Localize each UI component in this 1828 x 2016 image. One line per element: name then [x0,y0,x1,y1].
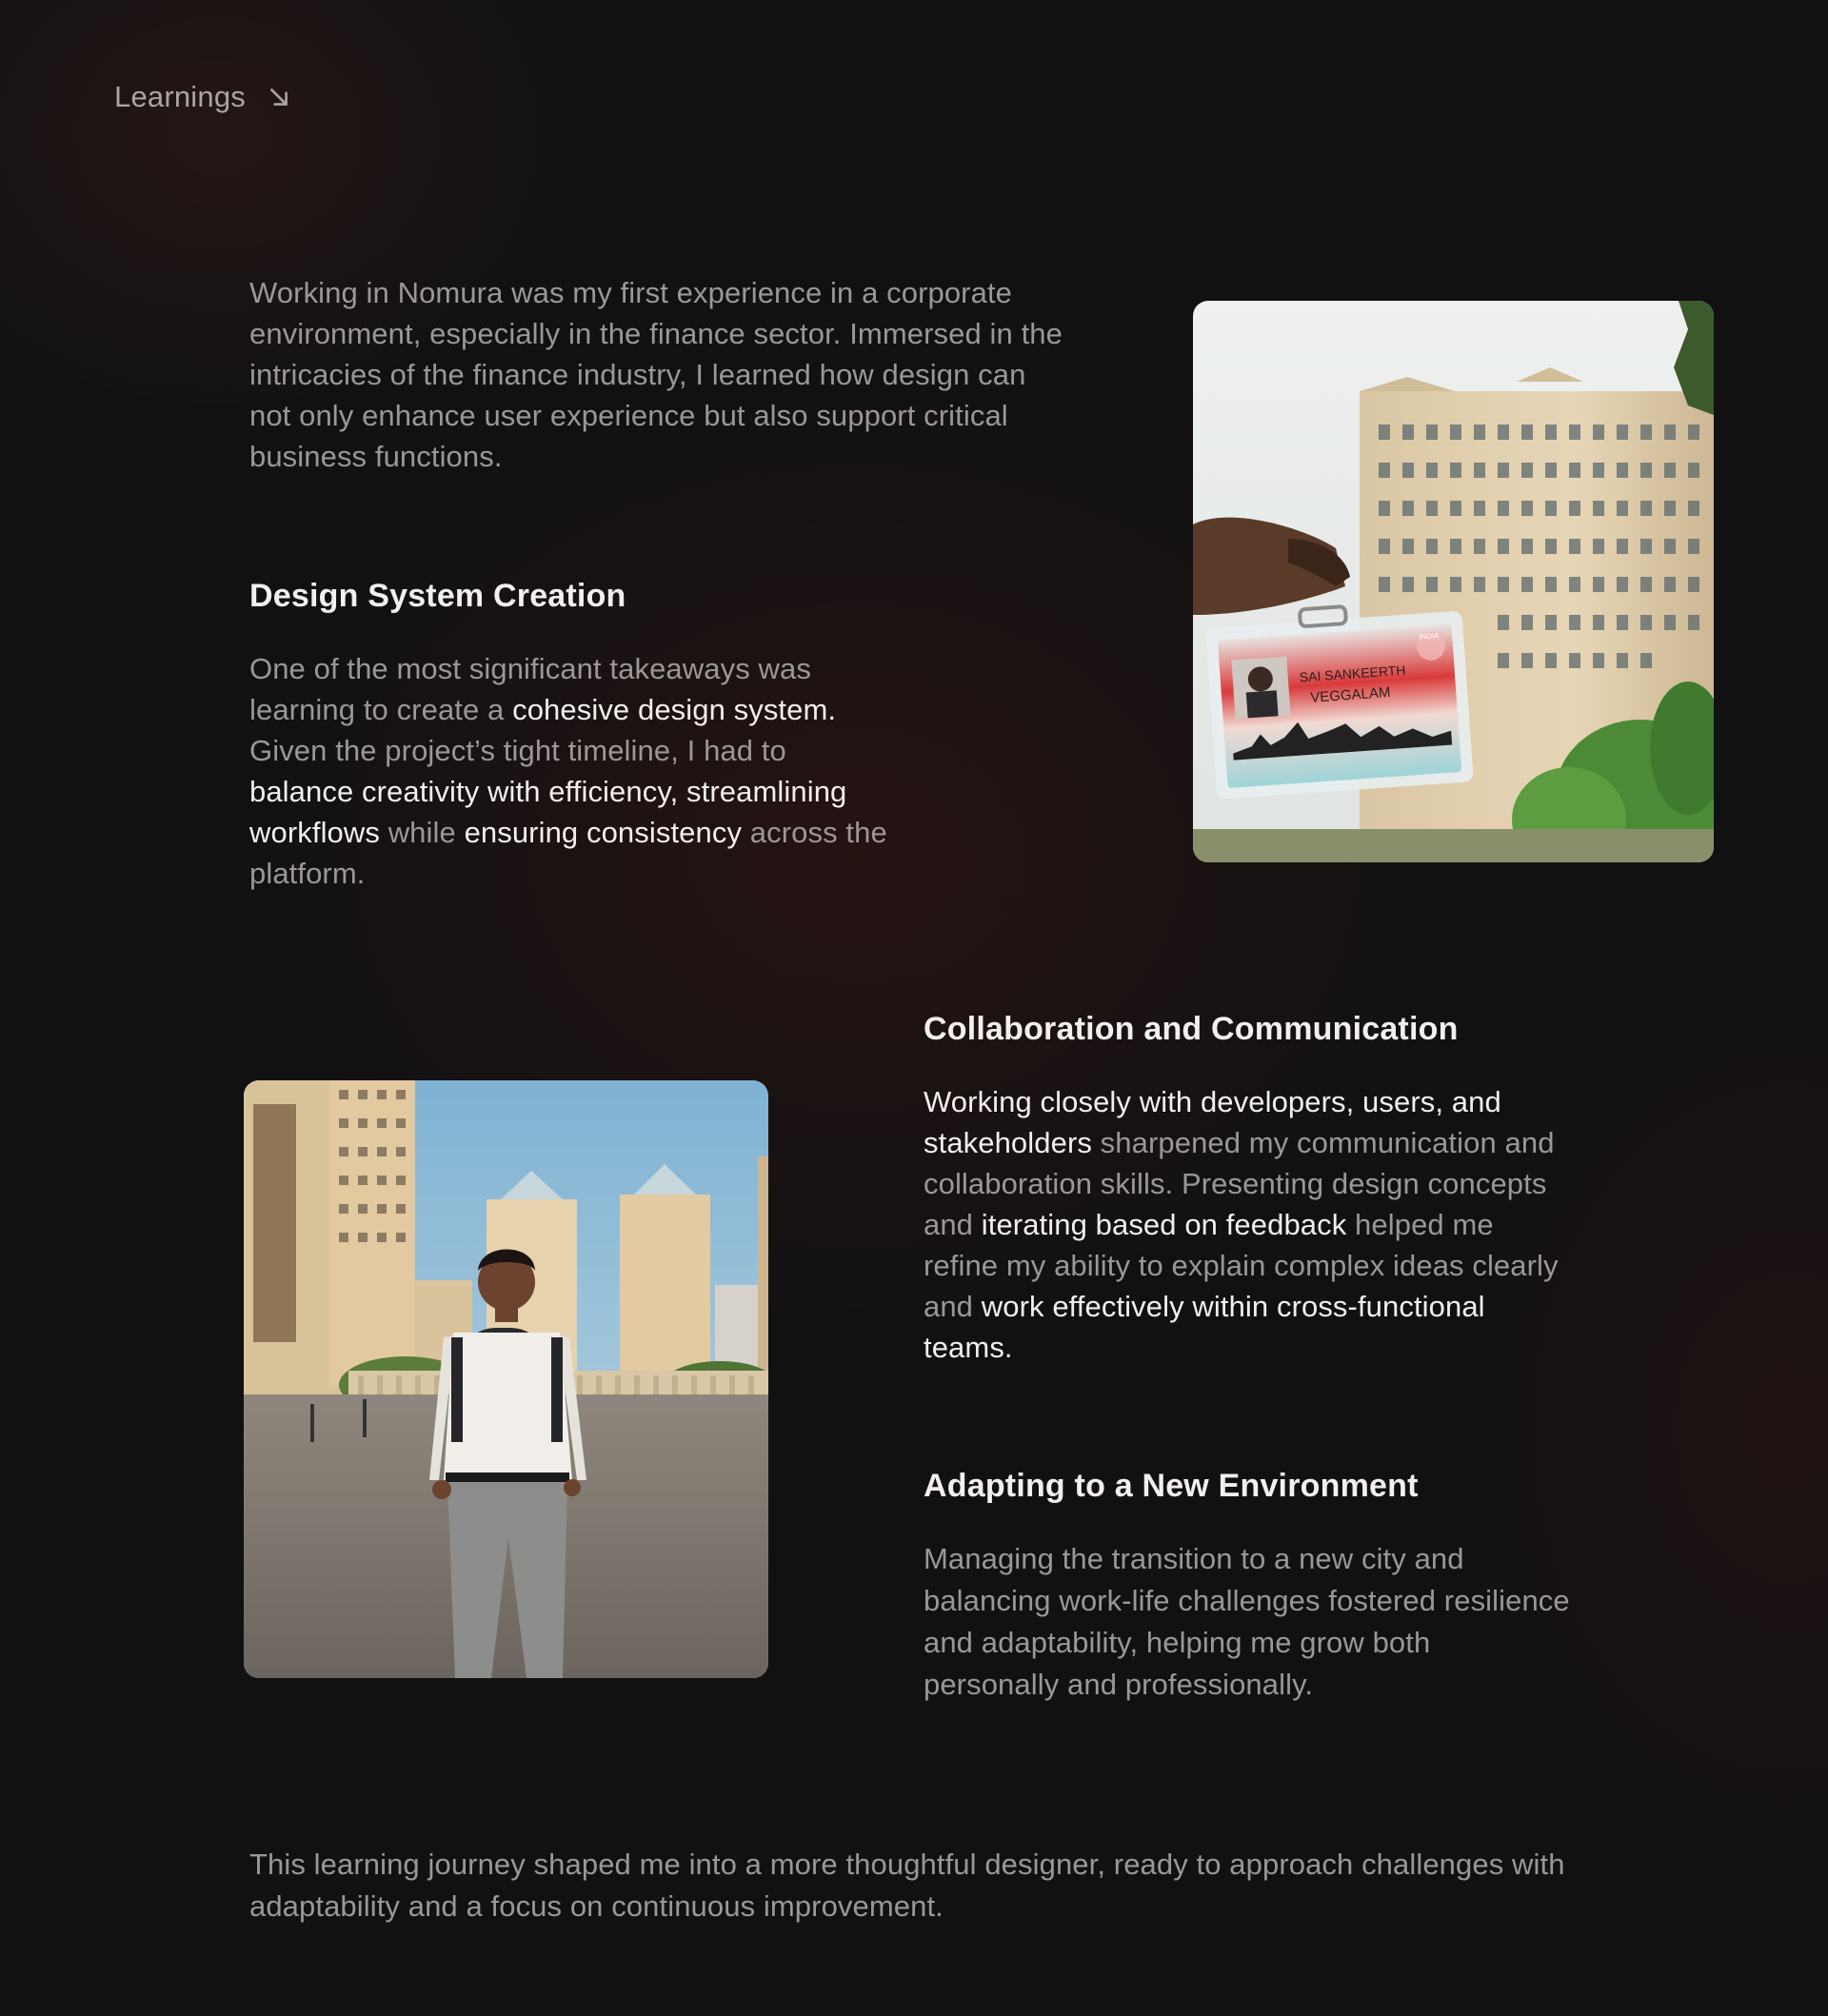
collaboration-heading: Collaboration and Communication [924,1011,1459,1047]
section-label [114,80,291,114]
collaboration-paragraph [924,1081,1571,1368]
body-text: helped me refine my ability to explain complex ideas clearly and [924,1208,1559,1323]
closing-paragraph: This learning journey shaped me into a more thoughtful designer, ready to approach challenges with adaptability and a focus on continuous improvement. [249,1848,1565,1923]
card-name-line1: SAI SANKEERTH [1299,662,1406,685]
body-text: sharpened my communication and collaboration skills. Presenting design concepts and [924,1126,1555,1241]
emphasized-text: ensuring consistency [464,816,743,849]
body-text: One of the most significant takeaways was learning to create a [249,652,811,726]
emphasized-text: cohesive design system. [512,693,837,726]
arrow-down-right-icon [267,85,291,109]
adapting-heading: Adapting to a New Environment [924,1468,1419,1504]
intro-paragraph: Working in Nomura was my first experience in a corporate environment, especially in the finance sector. Immersed in the intricacies of the finance industry, I learned how design can not only enhance user experience but also support critical business functions. [249,276,1063,473]
emphasized-text: balance creativity with efficiency, streamlining workflows [249,775,847,849]
design-system-heading: Design System Creation [249,578,626,614]
adapting-paragraph: Managing the transition to a new city and balancing work-life challenges fostered resilience and adaptability, helping me grow both personally and professionally. [924,1542,1570,1701]
emphasized-text: Working closely with developers, users, and stakeholders [924,1085,1501,1159]
portrait-photo [244,1080,768,1678]
section-label-text: Learnings [114,80,246,113]
body-text: while [379,816,465,849]
card-badge-text: INDIA [1418,631,1440,642]
id-badge-photo [1193,301,1714,862]
emphasized-text: iterating based on feedback [981,1208,1347,1241]
body-text: Given the project’s tight timeline, I had to [249,734,786,767]
design-system-paragraph [249,648,897,894]
emphasized-text: work effectively within cross-functional teams. [924,1290,1485,1364]
card-name-line2: VEGGALAM [1309,683,1391,706]
body-text: across the platform. [249,816,887,890]
